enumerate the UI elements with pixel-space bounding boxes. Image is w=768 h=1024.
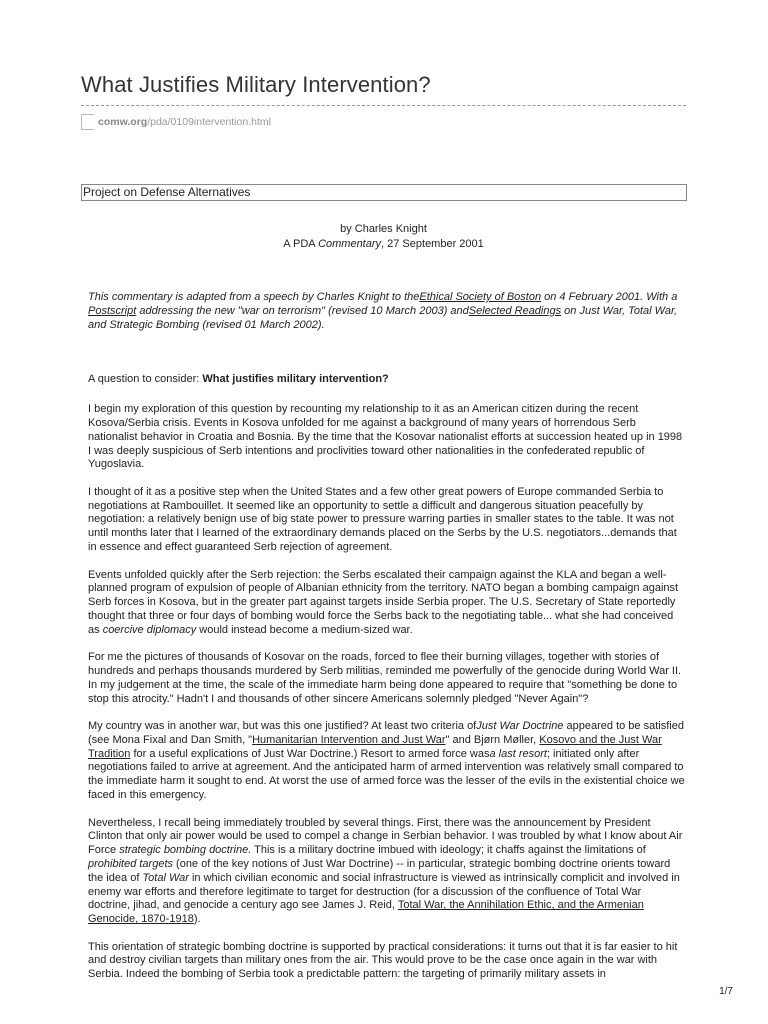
byline-pub: A PDA Commentary, 27 September 2001: [283, 238, 484, 250]
paragraph-2: I thought of it as a positive step when the United States and a few other great powers of Europe commanded Serbia to negotiations at Rambouillet. It seemed like an opportunity to settle a difficult and dangerous situation peacefully by negotiation: a relatively benign use of big state power to pressure warring parties in smaller states to the table. It was not until months later that I learned of the extraordinary demands placed on the Serbs by the U.S. negotiators...demands that in essence and effect guaranteed Serb rejection of agreement.: [88, 485, 677, 554]
paragraph-6: Nevertheless, I recall being immediately troubled by several things. First, there was the announcement by President Clinton that only air power would be used to compel a change in Serbian behavior. I was troubled by what I know about Air Force strategic bombing doctrine. This is a military doctrine imbued with ideology; it chaffs against the limitations of prohibited targets (one of the key notions of Just War Doctrine) -- in particular, strategic bombing doctrine orients toward the idea of Total War in which civilian economic and social infrastructure is viewed as intrinsically complicit and involved in enemy war efforts and therefore legitimate to target for destruction (for a discussion of the confluence of Total War doctrine, jihad, and genocide a century ago see James J. Reid, Total War, the Annihilation Ethic, and the Armenian Genocide, 1870-1918).: [88, 816, 683, 926]
page-title: What Justifies Military Intervention?: [81, 72, 431, 97]
question-line: A question to consider: What justifies military intervention?: [88, 373, 389, 386]
source-domain: comw.org: [98, 116, 148, 128]
humanitarian-intervention-link[interactable]: Humanitarian Intervention and Just War: [252, 733, 446, 746]
dashed-divider: [81, 105, 686, 106]
paragraph-3: Events unfolded quickly after the Serb rejection: the Serbs escalated their campaign against the KLA and began a well-planned program of expulsion of people of Albanian ethnicity from the territory. NATO began a bombing campaign against Serb forces in Kosova, but in the greater part against targets inside Serbia proper. The U.S. Secretary of State reportedly thought that three or four days of bombing would force the Serbs back to the negotiating table... what she had conceived as coercive diplomacy would instead become a medium-sized war.: [88, 568, 679, 636]
ethical-society-link[interactable]: Ethical Society of Boston: [419, 291, 542, 303]
paragraph-7: This orientation of strategic bombing doctrine is supported by practical considerations: it turns out that it is far easier to hit and destroy civilian targets than military ones from the air. This would prove to be the case once again in the war with Serbia. Indeed the bombing of Serbia took a predictable pattern: the targeting of primarily military assets in: [88, 940, 678, 981]
intro-note: This commentary is adapted from a speech by Charles Knight to theEthical Society of Boston on 4 February 2001. With a Postscript addressing the new "war on terrorism" (revised 10 March 2003) andSelected Readings on Just War, Total War, and Strategic Bombing (revised 01 March 2002).: [88, 291, 678, 331]
total-war-link[interactable]: Total War, the Annihilation Ethic, and the Armenian Genocide, 1870-1918: [88, 899, 644, 926]
postscript-link[interactable]: Postscript: [88, 304, 137, 317]
article-body: [88, 291, 686, 996]
source-path: /pda/0109intervention.html: [147, 116, 271, 128]
paragraph-5: My country was in another war, but was this one justified? At least two criteria ofJust War Doctrine appeared to be satisfied (see Mona Fixal and Dan Smith, "Humanitarian Intervention and Just War" and Bjørn Møller, Kosovo and the Just War Tradition for a useful explications of Just War Doctrine.) Resort to armed force wasa last resort; initiated only after negotiations failed to arrive at agreement. And the anticipated harm of armed intervention was relatively small compared to the immediate harm it sought to end. At worst the use of armed force was the lesser of the evils in the existential choice we faced in this emergency.: [88, 720, 685, 802]
paragraph-1: I begin my exploration of this question by recounting my relationship to it as an American citizen during the recent Kosova/Serbia crisis. Events in Kosova unfolded for me against a background of many years of horrendous Serb nationalist behavior in Croatia and Bosnia. By the time that the Kosovar nationalist efforts at succession heated up in 1998 I was deeply suspicious of Serb intentions and proclivities toward other nationalities in the confederated republic of Yugoslavia.: [88, 403, 683, 471]
source-url[interactable]: [81, 114, 271, 130]
site-header-box: Project on Defense Alternatives: [81, 184, 687, 201]
byline-author: by Charles Knight: [340, 223, 427, 235]
selected-readings-link[interactable]: Selected Readings: [468, 304, 562, 317]
byline: [81, 222, 686, 252]
kosovo-just-war-link[interactable]: Kosovo and the Just War Tradition: [88, 733, 662, 760]
page-number: 1/7: [719, 986, 733, 997]
favicon-icon: [81, 114, 94, 130]
paragraph-4: For me the pictures of thousands of Kosovar on the roads, forced to flee their burning villages, together with stories of hundreds and perhaps thousands murdered by Serb militias, reminded me powerfully of the genocide during World War II. In my judgement at the time, the scale of the immediate harm being done appeared to require that "something be done to stop this atrocity." Hadn't I and thousands of other sincere Americans solemnly pledged "Never Again"?: [88, 651, 682, 705]
